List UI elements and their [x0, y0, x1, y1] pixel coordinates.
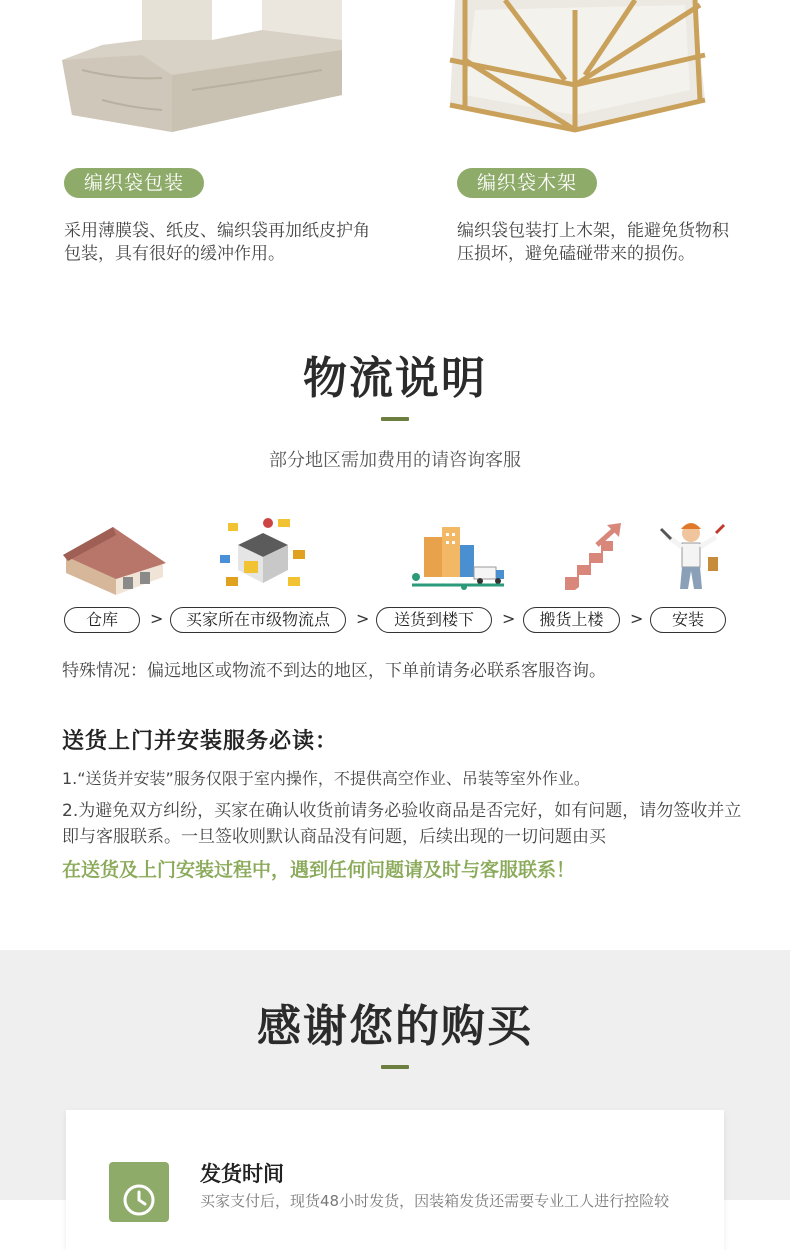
thanks-section [0, 950, 790, 1210]
logistics-title: 物流说明 [303, 353, 487, 404]
shipping-time-text: 买家支付后，现货48小时发货，因装箱发货还需要专业工人进行控险较 [200, 1192, 670, 1210]
woven-bag-description: 采用薄膜袋、纸皮、编织袋再加纸皮护角包装，具有很好的缓冲作用。 [64, 221, 370, 264]
flow-step-deliver-downstairs: 送货到楼下 [376, 607, 492, 633]
wooden-crate-sofa-image [445, 0, 710, 135]
clock-icon-box [109, 1162, 169, 1222]
install-rule-highlight: 在送货及上门安装过程中，遇到任何问题请及时与客服联系！ [62, 859, 576, 881]
wooden-crate-tag: 编织袋木架 [457, 168, 597, 198]
flow-step-install: 安装 [650, 607, 726, 633]
installer-worker-icon [636, 515, 746, 595]
clock-icon [109, 1162, 169, 1222]
special-case-note: 特殊情况：偏远地区或物流不到达的地区，下单前请务必联系客服咨询。 [62, 661, 606, 681]
flow-step-logistics-hub: 买家所在市级物流点 [170, 607, 346, 633]
warehouse-icon [58, 515, 168, 595]
logistics-hub-icon [208, 515, 318, 595]
logistics-title-bar [381, 417, 409, 421]
city-delivery-icon [404, 515, 514, 595]
wooden-crate-description: 编织袋包装打上木架，能避免货物积压损坏，避免磕碰带来的损伤。 [457, 221, 729, 264]
woven-bag-tag: 编织袋包装 [64, 168, 204, 198]
woven-bag-sofa-image [62, 0, 342, 135]
thanks-title: 感谢您的购买 [257, 1001, 533, 1052]
shipping-time-title: 发货时间 [200, 1162, 284, 1186]
install-rule-2: 2.为避免双方纠纷，买家在确认收货前请务必验收商品是否完好，如有问题，请勿签收并立即与客服联系。一旦签收则默认商品没有问题，后续出现的一切问题由买 [62, 801, 742, 847]
flow-step-carry-upstairs: 搬货上楼 [523, 607, 620, 633]
shipping-time-card [66, 1110, 724, 1250]
flow-arrow-4: > [630, 609, 644, 628]
flow-arrow-3: > [502, 609, 516, 628]
install-notice-title: 送货上门并安装服务必读： [62, 729, 339, 754]
stairs-up-icon [535, 515, 645, 595]
flow-arrow-2: > [356, 609, 370, 628]
packaging-section [0, 0, 790, 300]
install-rule-1: 1.“送货并安装”服务仅限于室内操作，不提供高空作业、吊装等室外作业。 [62, 769, 590, 788]
flow-arrow-1: > [150, 609, 164, 628]
flow-step-warehouse: 仓库 [64, 607, 140, 633]
thanks-title-bar [381, 1065, 409, 1069]
logistics-subtitle: 部分地区需加费用的请咨询客服 [269, 450, 521, 471]
